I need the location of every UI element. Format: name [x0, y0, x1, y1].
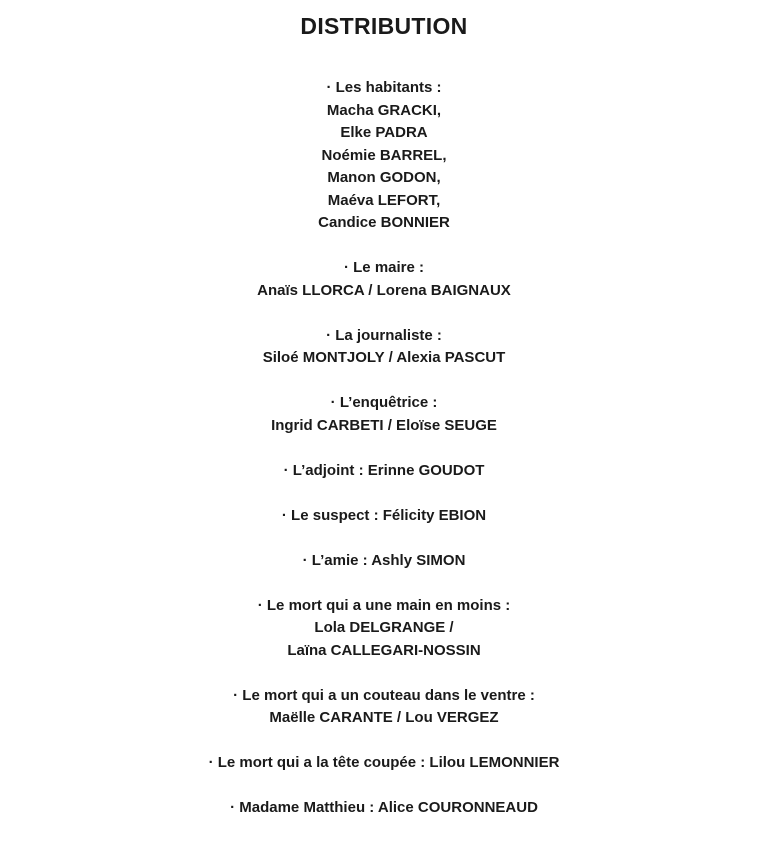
actor-name: Noémie BARREL,	[321, 146, 447, 164]
role-heading: · Le maire :	[343, 259, 425, 276]
role-heading: · Le mort qui a la tête coupée : Lilou LEMONNIER	[208, 754, 560, 771]
role-heading: · Madame Matthieu : Alice COURONNEAUD	[230, 799, 538, 816]
role-heading: · L’enquêtrice :	[330, 394, 438, 411]
role-heading: · Le suspect : Félicity EBION	[281, 506, 487, 524]
section-spacer	[0, 730, 768, 753]
section-spacer	[0, 662, 768, 685]
cast-list	[0, 77, 768, 820]
section-spacer	[0, 527, 768, 550]
section-spacer	[0, 775, 768, 798]
role-heading: · L’amie : Ashly SIMON	[302, 551, 466, 569]
role-heading: · Le mort qui a une main en moins :	[257, 596, 511, 614]
section-spacer	[0, 235, 768, 258]
actor-name: Maëlle CARANTE / Lou VERGEZ	[269, 709, 499, 726]
actor-name: Maéva LEFORT,	[327, 191, 441, 209]
actor-name: Lola DELGRANGE /	[314, 619, 454, 636]
role-heading: · La journaliste :	[326, 326, 442, 344]
actor-name: Anaïs LLORCA / Lorena BAIGNAUX	[257, 281, 511, 299]
actor-name: Macha GRACKI,	[326, 101, 442, 119]
role-heading: · Le mort qui a un couteau dans le ventre :	[233, 686, 535, 704]
actor-name: Ingrid CARBETI / Eloïse SEUGE	[271, 416, 497, 434]
section-spacer	[0, 482, 768, 505]
actor-name: Elke PADRA	[340, 124, 428, 141]
role-heading: · Les habitants :	[326, 79, 442, 96]
actor-name: Siloé MONTJOLY / Alexia PASCUT	[262, 349, 506, 366]
section-spacer	[0, 370, 768, 393]
section-spacer	[0, 302, 768, 325]
role-heading: · L’adjoint : Erinne GOUDOT	[283, 461, 485, 479]
actor-name: Manon GODON,	[327, 169, 441, 186]
actor-name: Laïna CALLEGARI-NOSSIN	[287, 641, 481, 659]
actor-name: Candice BONNIER	[318, 214, 450, 231]
page-title: DISTRIBUTION	[300, 13, 468, 39]
section-spacer	[0, 437, 768, 460]
section-spacer	[0, 572, 768, 595]
